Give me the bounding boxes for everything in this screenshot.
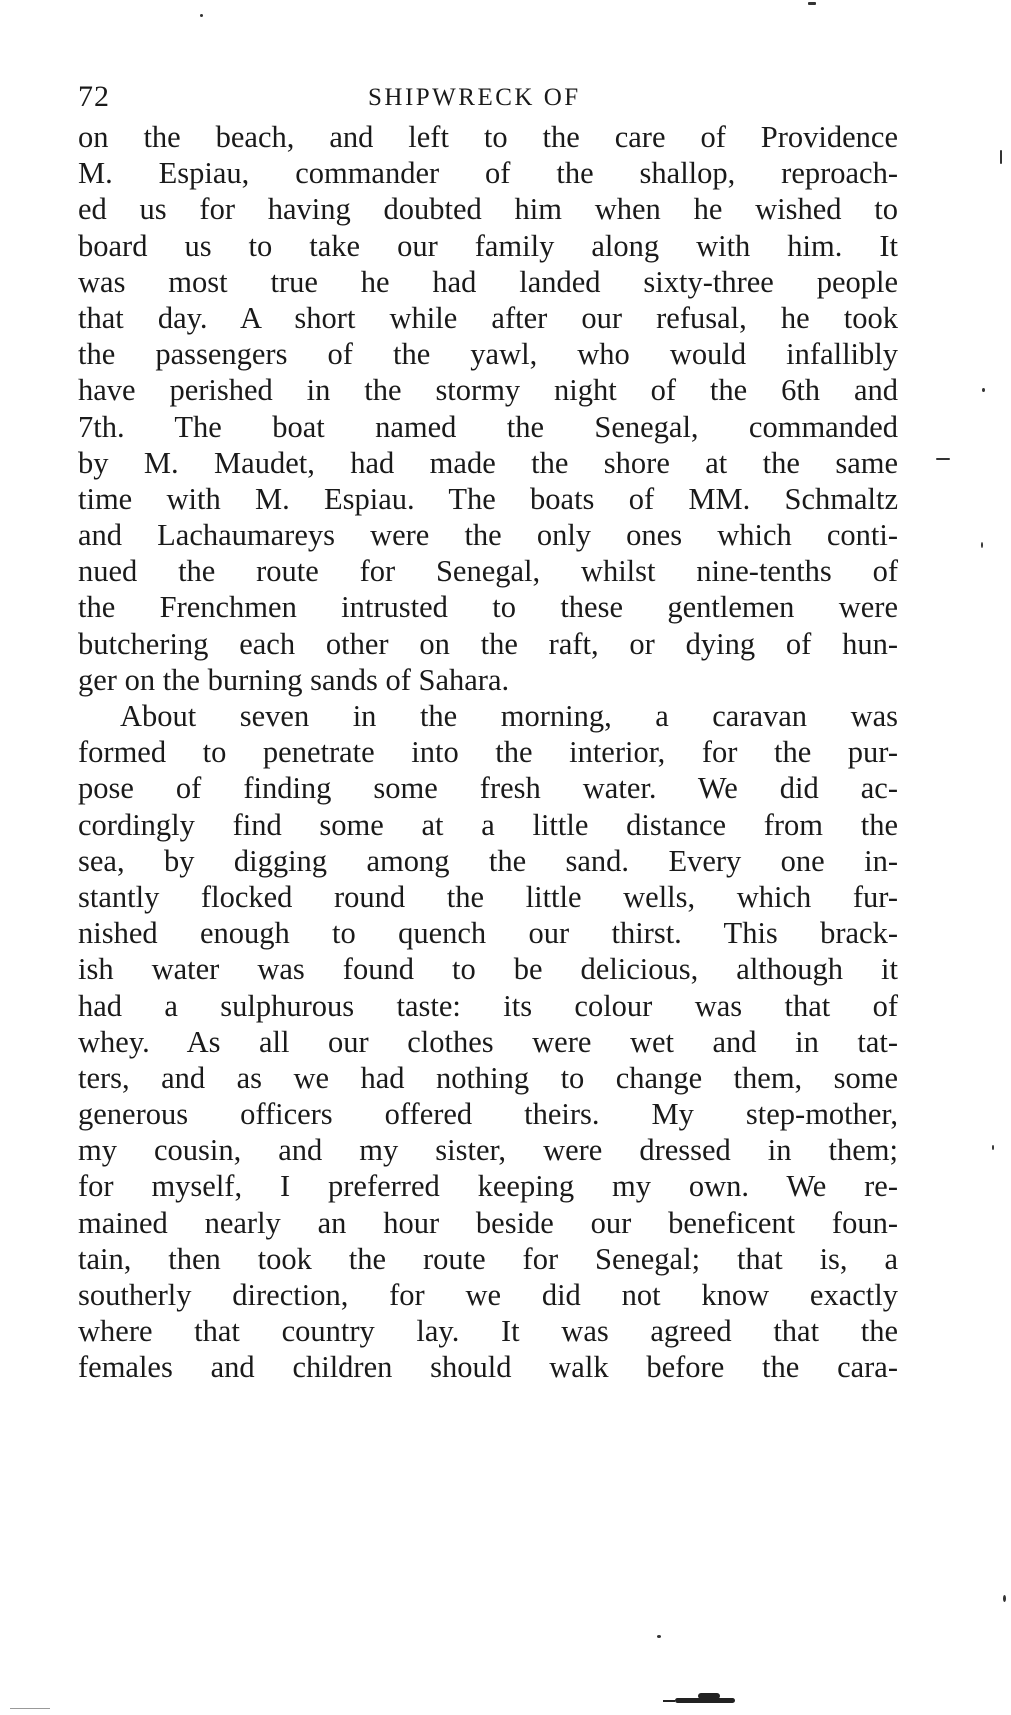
text-line: board us to take our family along with him. It bbox=[78, 228, 898, 263]
text-line: whey. As all our clothes were wet and in tat- bbox=[78, 1024, 898, 1059]
text-line: that day. A short while after our refusal, he took bbox=[78, 300, 898, 335]
scan-speck bbox=[200, 14, 203, 17]
text-line: have perished in the stormy night of the 6th and bbox=[78, 373, 898, 408]
text-line: tain, then took the route for Senegal; that is, a bbox=[78, 1241, 898, 1276]
scan-speck bbox=[1003, 1595, 1006, 1602]
scan-smudge bbox=[663, 1690, 743, 1704]
text-line: and Lachaumareys were the only ones which conti- bbox=[78, 518, 898, 553]
page-header bbox=[78, 80, 898, 120]
body-text bbox=[78, 119, 898, 1386]
text-line: pose of finding some fresh water. We did ac- bbox=[78, 771, 898, 806]
text-line: the passengers of the yawl, who would infallibly bbox=[78, 337, 898, 372]
paragraph-start-line: About seven in the morning, a caravan was bbox=[120, 699, 898, 733]
text-line: nued the route for Senegal, whilst nine-tenths of bbox=[78, 554, 898, 589]
text-line: generous officers offered theirs. My step-mother, bbox=[78, 1097, 898, 1132]
text-line: by M. Maudet, had made the shore at the same bbox=[78, 445, 898, 480]
text-line: the Frenchmen intrusted to these gentlemen were bbox=[78, 590, 898, 625]
scan-speck bbox=[657, 1635, 661, 1638]
text-line: nished enough to quench our thirst. This brack- bbox=[78, 916, 898, 951]
text-line: had a sulphurous taste: its colour was that of bbox=[78, 988, 898, 1023]
scan-speck bbox=[10, 1708, 50, 1709]
scan-speck bbox=[1000, 150, 1002, 164]
text-line: on the beach, and left to the care of Providence bbox=[78, 120, 898, 154]
text-line: ish water was found to be delicious, although it bbox=[78, 952, 898, 987]
scan-speck bbox=[981, 542, 983, 548]
text-line: butchering each other on the raft, or dying of hun- bbox=[78, 626, 898, 661]
text-line: M. Espiau, commander of the shallop, reproach- bbox=[78, 156, 898, 191]
text-line: ters, and as we had nothing to change them, some bbox=[78, 1060, 898, 1095]
text-line: time with M. Espiau. The boats of MM. Schmaltz bbox=[78, 481, 898, 516]
running-head: SHIPWRECK OF bbox=[368, 84, 581, 111]
text-line: sea, by digging among the sand. Every one in- bbox=[78, 843, 898, 878]
scan-speck bbox=[936, 458, 950, 460]
scan-speck bbox=[982, 388, 985, 392]
text-line: stantly flocked round the little wells, which fur- bbox=[78, 879, 898, 914]
text-line: cordingly find some at a little distance from the bbox=[78, 807, 898, 842]
text-line: ed us for having doubted him when he wished to bbox=[78, 192, 898, 227]
text-line: 7th. The boat named the Senegal, commanded bbox=[78, 409, 898, 444]
text-line: my cousin, and my sister, were dressed in them; bbox=[78, 1133, 898, 1168]
text-line: where that country lay. It was agreed that the bbox=[78, 1314, 898, 1349]
scan-speck bbox=[808, 2, 816, 5]
text-line: for myself, I preferred keeping my own. We re- bbox=[78, 1169, 898, 1204]
scan-speck bbox=[992, 1145, 994, 1150]
text-line: females and children should walk before the cara- bbox=[78, 1350, 898, 1385]
text-line: mained nearly an hour beside our beneficent foun- bbox=[78, 1205, 898, 1240]
paragraph-end-line: ger on the burning sands of Sahara. bbox=[78, 662, 510, 697]
page-number: 72 bbox=[78, 80, 110, 113]
text-line: southerly direction, for we did not know exactly bbox=[78, 1278, 898, 1312]
text-line: was most true he had landed sixty-three people bbox=[78, 264, 898, 299]
text-line: formed to penetrate into the interior, for the pur- bbox=[78, 735, 898, 770]
